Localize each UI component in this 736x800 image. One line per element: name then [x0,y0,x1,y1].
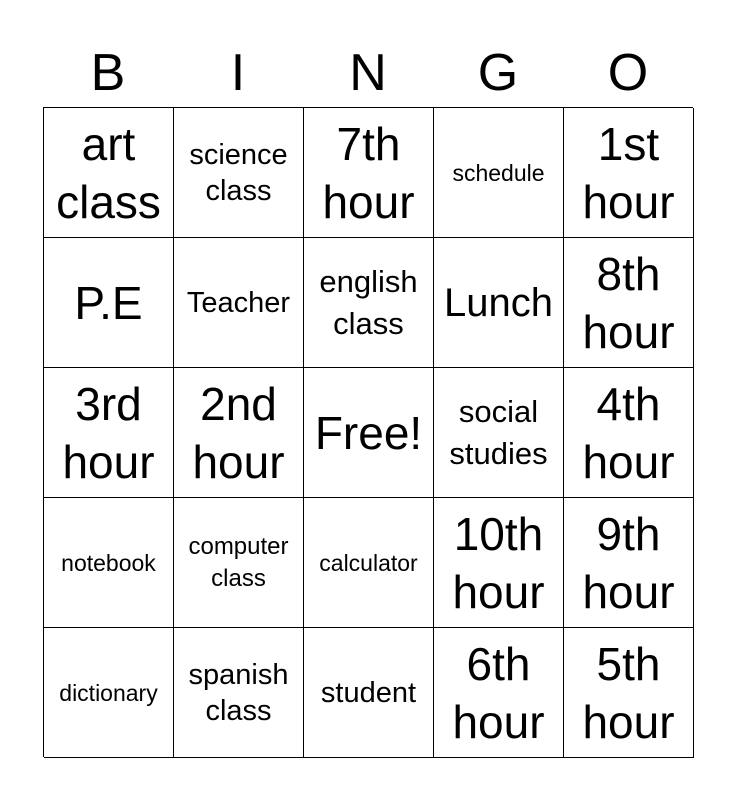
bingo-cell[interactable] [174,238,304,368]
bingo-cell[interactable] [44,498,174,628]
bingo-cell[interactable] [44,238,174,368]
bingo-cell-label: dictionary [59,679,158,706]
bingo-cell-label: english class [319,263,418,341]
bingo-cell[interactable] [44,368,174,498]
bingo-cell-label: P.E [74,276,143,329]
bingo-cell-label: social studies [449,393,548,471]
bingo-cell-label: 3rd hour [62,377,155,488]
bingo-cell[interactable] [304,368,434,498]
header-letter-g: G [477,44,519,102]
bingo-cell-label: art class [56,117,161,228]
bingo-cell-label: computer class [188,532,289,592]
bingo-cell[interactable] [564,628,694,758]
bingo-cell[interactable] [564,498,694,628]
bingo-cell-label: 7th hour [322,117,415,228]
bingo-cell-label: Teacher [186,286,291,319]
bingo-card-grid [43,107,693,757]
bingo-cell-label: student [320,676,417,709]
bingo-cell[interactable] [434,238,564,368]
bingo-cell[interactable] [174,628,304,758]
bingo-cell-label: 1st hour [582,117,675,228]
bingo-cell[interactable] [304,108,434,238]
bingo-cell[interactable] [44,628,174,758]
bingo-cell-label: 6th hour [452,637,545,748]
bingo-header [43,42,693,104]
bingo-cell[interactable] [44,108,174,238]
bingo-cell[interactable] [434,498,564,628]
bingo-cell[interactable] [564,238,694,368]
header-letter-o: O [607,44,649,102]
bingo-cell-label: spanish class [188,658,289,727]
bingo-cell-label: notebook [61,549,156,576]
bingo-cell[interactable] [304,498,434,628]
bingo-cell[interactable] [174,108,304,238]
bingo-cell-label: 9th hour [582,507,675,618]
bingo-cell[interactable] [434,368,564,498]
bingo-cell-label: 10th hour [452,507,545,618]
bingo-cell-label: Lunch [444,280,553,325]
bingo-cell-label: calculator [319,549,418,576]
bingo-cell-label: schedule [452,159,545,186]
bingo-cell[interactable] [564,368,694,498]
header-letter-n: N [349,44,387,102]
bingo-cell[interactable] [304,628,434,758]
bingo-cell-label: 8th hour [582,247,675,358]
bingo-cell-label: 2nd hour [192,377,285,488]
bingo-cell[interactable] [304,238,434,368]
bingo-cell-label: Free! [314,406,423,459]
bingo-cell-label: 4th hour [582,377,675,488]
bingo-cell[interactable] [434,628,564,758]
header-letter-i: I [230,44,246,102]
bingo-cell[interactable] [564,108,694,238]
bingo-cell[interactable] [174,368,304,498]
header-letter-b: B [90,44,126,102]
bingo-cell[interactable] [174,498,304,628]
bingo-cell[interactable] [434,108,564,238]
bingo-cell-label: 5th hour [582,637,675,748]
bingo-cell-label: science class [189,138,288,207]
